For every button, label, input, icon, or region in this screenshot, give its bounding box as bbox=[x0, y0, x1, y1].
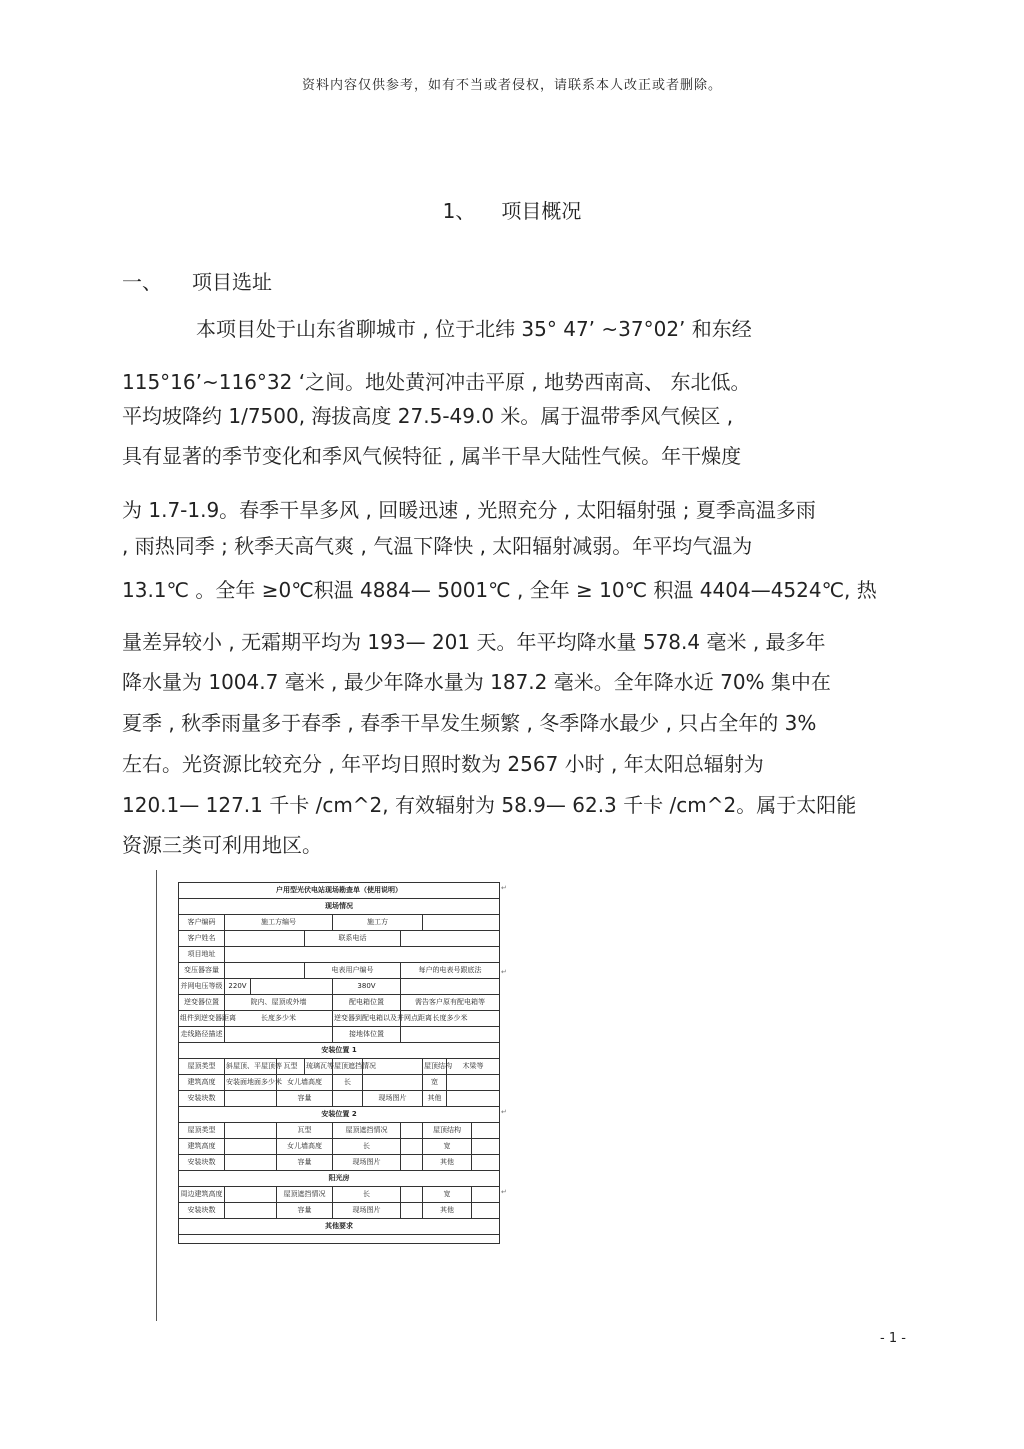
ground-label: 接地体位置 bbox=[333, 1027, 401, 1043]
form-section-sunroom: 阳光房 bbox=[179, 1171, 500, 1187]
paragraph-line: 120.1— 127.1 千卡 /cm^2, 有效辐射为 58.9— 62.3 千卡 /cm^2。属于太阳能 bbox=[122, 793, 857, 817]
other-label: 其他 bbox=[423, 1155, 472, 1171]
tile-label: 瓦型 bbox=[277, 1059, 305, 1075]
roof-type-label: 屋顶类型 bbox=[179, 1059, 225, 1075]
dist-box-hint: 需告客户原有配电箱等 bbox=[401, 995, 500, 1011]
paragraph-line: 本项目处于山东省聊城市 , 位于北纬 35° 47’ ~37°02’ 和东经 bbox=[196, 317, 752, 341]
customer-name-label: 客户姓名 bbox=[179, 931, 225, 947]
paragraph-line: 具有显著的季节变化和季风气候特征 , 属半干旱大陆性气候。年干燥度 bbox=[122, 444, 742, 468]
form-cell-empty bbox=[225, 1203, 277, 1219]
phone-label: 联系电话 bbox=[305, 931, 401, 947]
form-cell-empty bbox=[363, 1075, 423, 1091]
contractor-label: 施工方 bbox=[333, 915, 423, 931]
form-cell-empty bbox=[401, 1027, 500, 1043]
capacity-label: 容量 bbox=[277, 1203, 333, 1219]
return-mark-icon: ↵ bbox=[501, 884, 507, 892]
chapter-number: 1、 bbox=[442, 199, 476, 223]
form-cell-empty bbox=[401, 1203, 423, 1219]
dist-box-label: 配电箱位置 bbox=[333, 995, 401, 1011]
form-cell-empty bbox=[401, 979, 500, 995]
building-height-label: 建筑高度 bbox=[179, 1139, 225, 1155]
return-mark-icon: ↵ bbox=[501, 968, 507, 976]
form-title: 户用型光伏电站现场勘查单（使用说明） bbox=[179, 883, 500, 899]
form-cell-empty bbox=[472, 1123, 500, 1139]
paragraph-line: 115°16’~116°32 ‘之间。地处黄河冲击平原 , 地势西南高、 东北低。 bbox=[122, 370, 751, 394]
install-count-label: 安装块数 bbox=[179, 1203, 225, 1219]
form-cell-empty bbox=[423, 915, 500, 931]
photo-label: 现场图片 bbox=[333, 1155, 401, 1171]
chapter-text: 项目概况 bbox=[501, 199, 582, 223]
paragraph-line: 降水量为 1004.7 毫米 , 最少年降水量为 187.2 毫米。全年降水近 70% 集中在 bbox=[122, 670, 831, 694]
building-height-label: 建筑高度 bbox=[179, 1075, 225, 1091]
shade-label: 屋顶遮挡情况 bbox=[333, 1059, 363, 1075]
form-section-install-1: 安装位置 1 bbox=[179, 1043, 500, 1059]
contractor-code-label: 施工方编号 bbox=[225, 915, 333, 931]
length-label: 长 bbox=[333, 1075, 363, 1091]
form-cell-empty bbox=[225, 1027, 333, 1043]
width-label: 宽 bbox=[423, 1139, 472, 1155]
form-cell-empty bbox=[472, 1139, 500, 1155]
shade-label: 屋顶遮挡情况 bbox=[277, 1187, 333, 1203]
form-cell-empty bbox=[225, 931, 305, 947]
section-heading bbox=[122, 266, 272, 295]
form-cell-empty bbox=[251, 979, 333, 995]
section-number: 一、 bbox=[122, 270, 162, 294]
around-height-label: 周边建筑高度 bbox=[179, 1187, 225, 1203]
form-cell-empty bbox=[225, 1155, 277, 1171]
form-cell-empty bbox=[401, 931, 500, 947]
page-number: - 1 - bbox=[880, 1331, 906, 1346]
paragraph-line: 左右。光资源比较充分 , 年平均日照时数为 2567 小时 , 年太阳总辐射为 bbox=[122, 752, 764, 776]
cable-length-label: 组件到逆变器距离 bbox=[179, 1011, 225, 1027]
capacity-label: 容量 bbox=[277, 1155, 333, 1171]
chapter-title bbox=[0, 195, 1024, 224]
roof-structure-label: 屋顶结构 bbox=[423, 1059, 447, 1075]
meter-place-label: 每户的电表号跟底法 bbox=[401, 963, 500, 979]
form-cell-empty bbox=[333, 1091, 363, 1107]
photo-label: 现场图片 bbox=[333, 1203, 401, 1219]
survey-form-image bbox=[156, 870, 520, 1321]
disclaimer-notice: 资料内容仅供参考，如有不当或者侵权，请联系本人改正或者删除。 bbox=[301, 78, 722, 93]
capacity-label: 容量 bbox=[277, 1091, 333, 1107]
form-cell-empty bbox=[472, 1187, 500, 1203]
customer-code-label: 客户编码 bbox=[179, 915, 225, 931]
length-label: 长 bbox=[333, 1139, 401, 1155]
parapet-label: 女儿墙高度 bbox=[277, 1139, 333, 1155]
tile-label: 瓦型 bbox=[277, 1123, 333, 1139]
paragraph-line: 13.1℃ 。全年 ≥0℃积温 4884— 5001℃ , 全年 ≥ 10℃ 积温 4404—4524℃, 热 bbox=[122, 578, 877, 602]
paragraph-line: 平均坡降约 1/7500, 海拔高度 27.5-49.0 米。属于温带季风气候区 , bbox=[122, 404, 734, 428]
form-cell-empty bbox=[401, 1139, 423, 1155]
voltage-label: 并网电压等级 bbox=[179, 979, 225, 995]
paragraph-line: 为 1.7-1.9。春季干旱多风 , 回暖迅速 , 光照充分 , 太阳辐射强 ; 夏季高温多雨 bbox=[122, 498, 816, 522]
inverter-hint: 院内、屋顶或外墙 bbox=[225, 995, 333, 1011]
paragraph-line: 量差异较小 , 无霜期平均为 193— 201 天。年平均降水量 578.4 毫米 , 最多年 bbox=[122, 630, 826, 654]
section-text: 项目选址 bbox=[192, 270, 272, 294]
form-cell-empty bbox=[225, 963, 305, 979]
form-cell-empty bbox=[225, 1187, 277, 1203]
length-hint: 长度多少米 bbox=[401, 1011, 500, 1027]
voltage-220: 220V bbox=[225, 979, 251, 995]
form-cell-empty bbox=[225, 1139, 277, 1155]
inverter-pos-label: 逆变器位置 bbox=[179, 995, 225, 1011]
meter-no-label: 电表用户编号 bbox=[305, 963, 401, 979]
building-height-hint: 安装面地面多少米 bbox=[225, 1075, 277, 1091]
return-mark-icon: ↵ bbox=[501, 1188, 507, 1196]
form-cell-empty bbox=[447, 1075, 500, 1091]
paragraph-line: 夏季 , 秋季雨量多于春季 , 春季干旱发生频繁 , 冬季降水最少 , 只占全年的 3% bbox=[122, 711, 817, 735]
form-cell-empty bbox=[472, 1155, 500, 1171]
address-label: 项目地址 bbox=[179, 947, 225, 963]
tile-options: 琉璃瓦等 bbox=[305, 1059, 333, 1075]
roof-structure-label: 屋顶结构 bbox=[423, 1123, 472, 1139]
length-hint: 长度多少米 bbox=[225, 1011, 333, 1027]
form-cell-empty bbox=[225, 1091, 277, 1107]
form-section-site: 现场情况 bbox=[179, 899, 500, 915]
form-cell-empty bbox=[447, 1091, 500, 1107]
form-cell-empty bbox=[472, 1203, 500, 1219]
form-cell-empty bbox=[401, 1187, 423, 1203]
width-label: 宽 bbox=[423, 1187, 472, 1203]
parapet-label: 女儿墙高度 bbox=[277, 1075, 333, 1091]
transformer-label: 变压器容量 bbox=[179, 963, 225, 979]
route-label: 走线路径描述 bbox=[179, 1027, 225, 1043]
other-label: 其他 bbox=[423, 1091, 447, 1107]
inverter-grid-label: 逆变器到配电箱以及并网点距离 bbox=[333, 1011, 401, 1027]
paragraph-line: , 雨热同季 ; 秋季天高气爽 , 气温下降快 , 太阳辐射减弱。年平均气温为 bbox=[122, 534, 753, 558]
form-cell-empty bbox=[401, 1155, 423, 1171]
install-count-label: 安装块数 bbox=[179, 1091, 225, 1107]
form-section-requirements: 其他要求 bbox=[179, 1219, 500, 1235]
paragraph-line: 资源三类可利用地区。 bbox=[122, 833, 322, 857]
length-label: 长 bbox=[333, 1187, 401, 1203]
shade-label: 屋顶遮挡情况 bbox=[333, 1123, 401, 1139]
form-cell-empty bbox=[179, 1235, 500, 1244]
voltage-380: 380V bbox=[333, 979, 401, 995]
wood-beam-label: 木梁等 bbox=[447, 1059, 500, 1075]
form-cell-empty bbox=[225, 947, 500, 963]
survey-form-table bbox=[178, 882, 500, 1244]
photo-label: 现场图片 bbox=[363, 1091, 423, 1107]
form-cell-empty bbox=[401, 1123, 423, 1139]
form-left-border bbox=[156, 870, 157, 1321]
form-cell-empty bbox=[225, 1123, 277, 1139]
roof-type-label: 屋顶类型 bbox=[179, 1123, 225, 1139]
form-section-install-2: 安装位置 2 bbox=[179, 1107, 500, 1123]
width-label: 宽 bbox=[423, 1075, 447, 1091]
return-mark-icon: ↵ bbox=[501, 1108, 507, 1116]
roof-options: 斜屋顶、平屋顶等 bbox=[225, 1059, 277, 1075]
install-count-label: 安装块数 bbox=[179, 1155, 225, 1171]
other-label: 其他 bbox=[423, 1203, 472, 1219]
